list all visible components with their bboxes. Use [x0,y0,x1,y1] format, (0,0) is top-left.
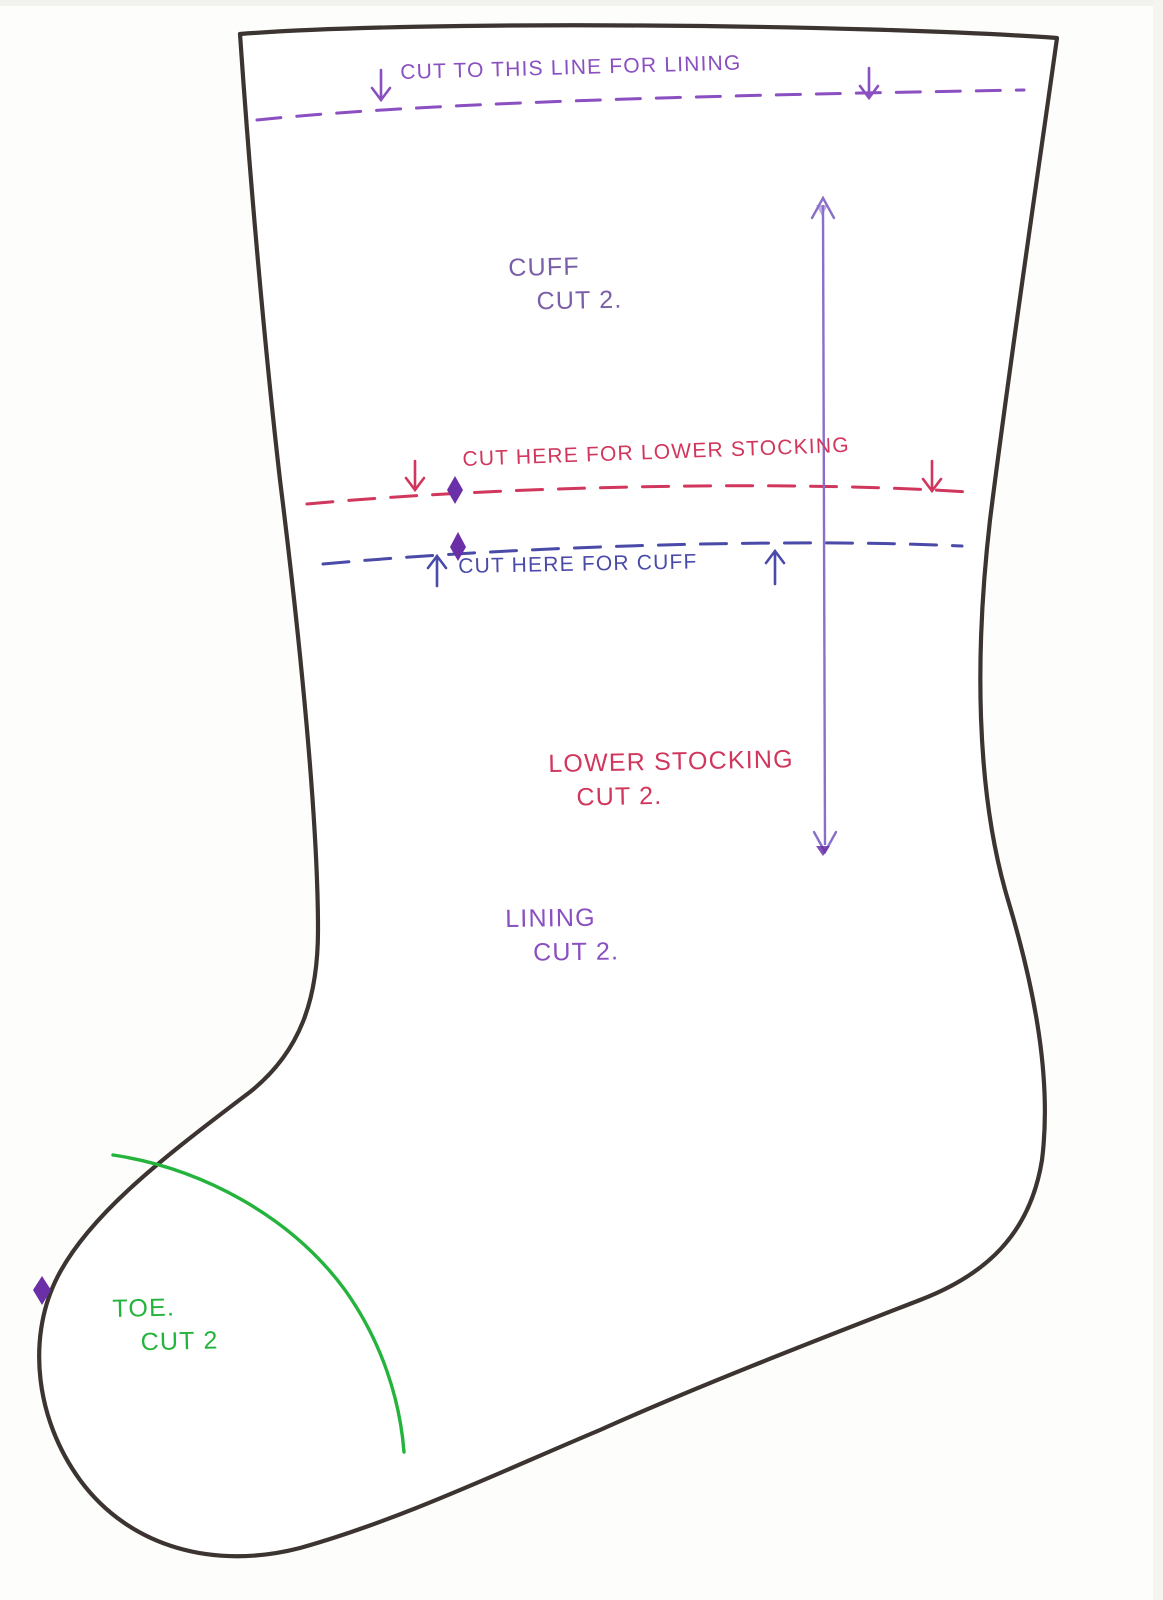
lower-stocking-piece-cut-count: CUT 2. [576,781,663,812]
cuff-piece-cut-count: CUT 2. [536,285,623,316]
lining-piece-label [505,901,619,970]
lining-piece-name: LINING [505,903,596,933]
lining-cut-line-text: CUT TO THIS LINE FOR LINING [400,51,742,84]
lower-stocking-piece-label [548,743,795,815]
lower-stocking-cut-line-text: CUT HERE FOR LOWER STOCKING [462,433,851,471]
cuff-piece-name: CUFF [508,252,581,282]
cuff-cut-line-label [458,548,698,581]
toe-piece-cut-count: CUT 2 [140,1326,219,1357]
cuff-cut-line-text: CUT HERE FOR CUFF [458,550,698,578]
toe-piece-label [112,1290,219,1360]
lining-piece-cut-count: CUT 2. [532,937,620,967]
cuff-piece-label [508,250,623,320]
toe-piece-name: TOE. [112,1293,176,1323]
lower-stocking-piece-name: LOWER STOCKING [548,745,795,778]
